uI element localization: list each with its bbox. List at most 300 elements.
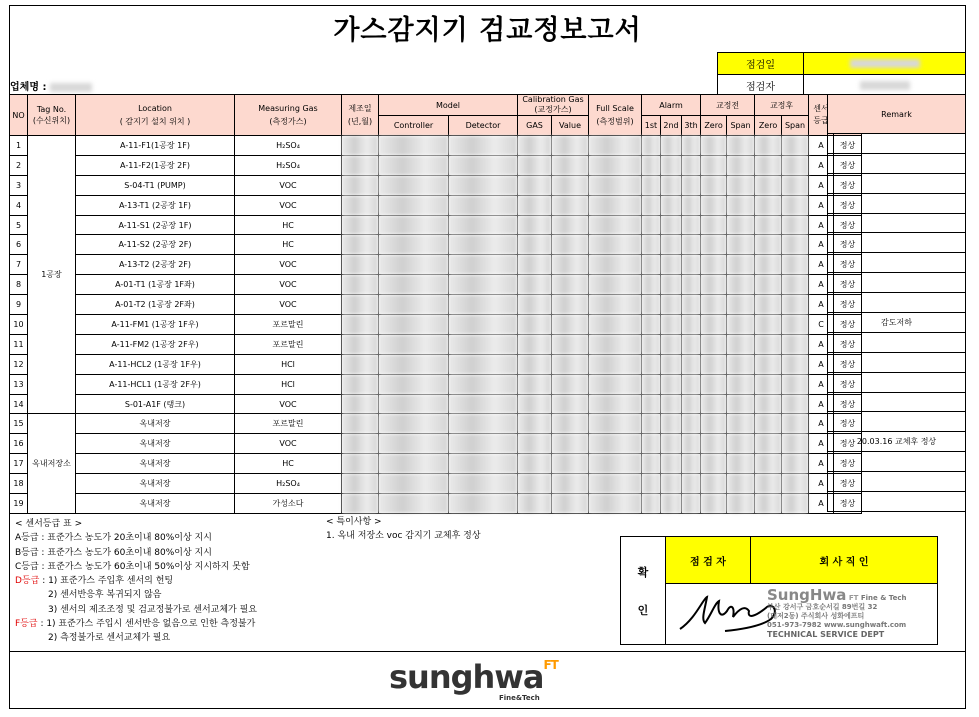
row-judge: 정상 <box>834 136 862 156</box>
row-judge: 정상 <box>834 175 862 195</box>
redacted-cell <box>727 414 755 434</box>
redacted-cell <box>342 354 379 374</box>
redacted-cell <box>782 195 809 215</box>
redacted-cell <box>755 155 782 175</box>
redacted-cell <box>449 315 518 335</box>
redacted-cell <box>782 215 809 235</box>
redacted-cell <box>755 255 782 275</box>
remark-row <box>828 213 966 233</box>
row-grade: A <box>809 195 834 215</box>
redacted-cell <box>682 136 701 156</box>
redacted-cell <box>727 195 755 215</box>
tag-group: 1공장 <box>28 136 76 414</box>
redacted-cell <box>589 195 642 215</box>
redacted-cell <box>518 295 552 315</box>
redacted-cell <box>642 195 661 215</box>
redacted-cell <box>701 195 727 215</box>
redacted-cell <box>642 315 661 335</box>
redacted-cell <box>589 295 642 315</box>
redacted-cell <box>552 474 589 494</box>
row-remark: 감도저하 <box>828 313 966 333</box>
remark-row <box>828 452 966 472</box>
redacted-cell <box>449 275 518 295</box>
redacted-cell <box>661 315 682 335</box>
table-row <box>10 255 862 275</box>
redacted-cell <box>342 275 379 295</box>
row-grade: A <box>809 394 834 414</box>
redacted-cell <box>727 155 755 175</box>
legend-grade-d3: 3) 센서의 제조조정 및 검교정불가로 센서교체가 필요 <box>48 604 257 615</box>
redacted-cell <box>449 255 518 275</box>
redacted-cell <box>682 315 701 335</box>
row-location: A-01-T2 (1공장 2F좌) <box>76 295 235 315</box>
redacted-cell <box>701 136 727 156</box>
row-no: 12 <box>10 354 28 374</box>
redacted-cell <box>755 215 782 235</box>
redacted-cell <box>379 354 449 374</box>
header-after: 교정후 <box>755 95 809 116</box>
row-grade: A <box>809 474 834 494</box>
special-notes <box>326 515 481 543</box>
header-before: 교정전 <box>701 95 755 116</box>
row-gas: 포르말린 <box>235 315 342 335</box>
remark-row <box>828 313 966 333</box>
company-seal-header: 회 사 직 인 <box>751 537 938 584</box>
redacted-cell <box>727 374 755 394</box>
legend-grade-b: B등급 : 표준가스 농도가 60초이내 80%이상 지시 <box>15 547 212 558</box>
redacted-cell <box>449 334 518 354</box>
redacted-cell <box>782 434 809 454</box>
redacted-cell <box>589 175 642 195</box>
redacted-cell <box>552 155 589 175</box>
table-row <box>10 414 862 434</box>
redacted-cell <box>379 175 449 195</box>
redacted-cell <box>755 494 782 514</box>
redacted-cell <box>342 434 379 454</box>
redacted-cell <box>518 195 552 215</box>
redacted-cell <box>682 235 701 255</box>
table-row <box>10 235 862 255</box>
row-location: A-11-HCL1 (1공장 2F우) <box>76 374 235 394</box>
redacted-cell <box>589 315 642 335</box>
row-gas: H₂SO₄ <box>235 155 342 175</box>
table-row <box>10 215 862 235</box>
redacted-cell <box>782 275 809 295</box>
table-row <box>10 175 862 195</box>
redacted-cell <box>727 136 755 156</box>
company-label: 업체명 : <box>10 82 47 93</box>
redacted-cell <box>727 494 755 514</box>
redacted-cell <box>589 374 642 394</box>
redacted-cell <box>552 494 589 514</box>
notes-line-1: 1. 옥내 저장소 voc 감지기 교체후 정상 <box>326 531 481 541</box>
redacted-cell <box>642 414 661 434</box>
redacted-cell <box>449 354 518 374</box>
row-location: A-13-T1 (2공장 1F) <box>76 195 235 215</box>
row-judge: 정상 <box>834 315 862 335</box>
redacted-cell <box>727 215 755 235</box>
header-before-zero: Zero <box>701 116 727 136</box>
legend-title: < 센서등급 표 > <box>15 519 83 529</box>
redacted-cell <box>449 235 518 255</box>
remark-row <box>828 412 966 432</box>
row-judge: 정상 <box>834 155 862 175</box>
redacted-cell <box>782 235 809 255</box>
redacted-cell <box>342 454 379 474</box>
row-grade: A <box>809 295 834 315</box>
redacted-cell <box>552 215 589 235</box>
redacted-cell <box>661 494 682 514</box>
row-gas: H₂SO₄ <box>235 136 342 156</box>
row-no: 7 <box>10 255 28 275</box>
redacted-cell <box>755 334 782 354</box>
header-alarm-3th: 3th <box>682 116 701 136</box>
remark-row <box>828 352 966 372</box>
row-judge: 정상 <box>834 414 862 434</box>
header-model: Model <box>379 95 518 116</box>
row-gas: VOC <box>235 434 342 454</box>
row-gas: 포르말린 <box>235 334 342 354</box>
header-before-span: Span <box>727 116 755 136</box>
redacted-cell <box>782 255 809 275</box>
redacted-cell <box>518 374 552 394</box>
redacted-cell <box>701 474 727 494</box>
row-location: A-11-FM2 (1공장 2F우) <box>76 334 235 354</box>
header-alarm: Alarm <box>642 95 701 116</box>
redacted-cell <box>589 275 642 295</box>
row-location: A-11-FM1 (1공장 1F우) <box>76 315 235 335</box>
redacted-cell <box>701 394 727 414</box>
row-gas: VOC <box>235 195 342 215</box>
redacted-cell <box>642 275 661 295</box>
table-row <box>10 434 862 454</box>
redacted-cell <box>449 434 518 454</box>
redacted-cell <box>552 295 589 315</box>
redacted-cell <box>518 454 552 474</box>
redacted-cell <box>518 414 552 434</box>
redacted-cell <box>755 394 782 414</box>
remark-row <box>828 233 966 253</box>
header-no: NO <box>10 95 28 136</box>
company-name-line <box>10 78 92 93</box>
redacted-cell <box>682 434 701 454</box>
redacted-cell <box>661 434 682 454</box>
redacted-cell <box>589 334 642 354</box>
redacted-cell <box>449 215 518 235</box>
redacted-cell <box>342 414 379 434</box>
table-row <box>10 474 862 494</box>
redacted-cell <box>449 494 518 514</box>
company-stamp: SungHwa FT Fine & Tech 부산 강서구 금호순서길 89번길 32 (대저2동) 주식회사 성화에프티 051-973-7982 www.sunghwaft.com TECHNICAL SERVICE DEPT <box>767 586 907 639</box>
row-judge: 정상 <box>834 275 862 295</box>
row-remark <box>828 412 966 432</box>
redacted-cell <box>379 295 449 315</box>
redacted-cell <box>379 334 449 354</box>
row-location: 옥내저장 <box>76 494 235 514</box>
redacted-cell <box>518 394 552 414</box>
row-gas: HC <box>235 215 342 235</box>
redacted-cell <box>682 354 701 374</box>
header-calib-gas: GAS <box>518 116 552 136</box>
row-judge: 정상 <box>834 195 862 215</box>
remark-row <box>828 332 966 352</box>
legend-grade-a: A등급 : 표준가스 농도가 20초이내 80%이상 지시 <box>15 533 212 544</box>
redacted-cell <box>589 155 642 175</box>
redacted-cell <box>342 315 379 335</box>
redacted-cell <box>589 434 642 454</box>
row-location: A-01-T1 (1공장 1F좌) <box>76 275 235 295</box>
redacted-cell <box>661 394 682 414</box>
redacted-cell <box>518 136 552 156</box>
redacted-cell <box>727 394 755 414</box>
redacted-cell <box>342 334 379 354</box>
redacted-cell <box>727 255 755 275</box>
row-remark <box>828 452 966 472</box>
redacted-cell <box>518 474 552 494</box>
row-location: 옥내저장 <box>76 434 235 454</box>
redacted-cell <box>661 195 682 215</box>
row-gas: VOC <box>235 255 342 275</box>
redacted-cell <box>589 215 642 235</box>
redacted-cell <box>589 255 642 275</box>
redacted-cell <box>342 136 379 156</box>
inspection-info <box>717 52 966 97</box>
redacted-cell <box>755 315 782 335</box>
redacted-cell <box>449 474 518 494</box>
redacted-cell <box>552 195 589 215</box>
row-no: 9 <box>10 295 28 315</box>
redacted-cell <box>727 295 755 315</box>
redacted-cell <box>342 494 379 514</box>
remark-row <box>828 293 966 313</box>
redacted-cell <box>661 454 682 474</box>
remark-row <box>828 193 966 213</box>
redacted-cell <box>342 235 379 255</box>
footer-divider <box>9 651 966 652</box>
inspection-date-value <box>804 53 966 75</box>
row-grade: A <box>809 494 834 514</box>
confirm-label: 확 인 <box>621 537 666 645</box>
row-grade: A <box>809 434 834 454</box>
redacted-cell <box>518 215 552 235</box>
remark-row <box>828 492 966 512</box>
row-judge: 정상 <box>834 374 862 394</box>
redacted-cell <box>682 175 701 195</box>
redacted-cell <box>552 275 589 295</box>
row-location: S-01-A1F (탱크) <box>76 394 235 414</box>
report-title: 가스감지기 검교정보고서 <box>333 15 642 46</box>
legend-grade-f2: 2) 측정불가로 센서교체가 필요 <box>48 633 171 644</box>
row-remark <box>828 392 966 412</box>
header-after-zero: Zero <box>755 116 782 136</box>
row-location: A-11-HCL2 (1공장 1F우) <box>76 354 235 374</box>
redacted-cell <box>727 235 755 255</box>
remark-row <box>828 372 966 392</box>
redacted-cell <box>642 215 661 235</box>
row-location: 옥내저장 <box>76 474 235 494</box>
redacted-cell <box>661 255 682 275</box>
redacted-cell <box>727 334 755 354</box>
redacted-cell <box>552 434 589 454</box>
redacted-cell <box>682 374 701 394</box>
redacted-cell <box>755 275 782 295</box>
table-row <box>10 195 862 215</box>
header-tag: Tag No. (수신위치) <box>28 95 76 136</box>
redacted-cell <box>682 494 701 514</box>
table-row <box>10 374 862 394</box>
redacted-cell <box>682 155 701 175</box>
row-grade: A <box>809 354 834 374</box>
redacted-cell <box>642 354 661 374</box>
header-alarm-2nd: 2nd <box>661 116 682 136</box>
redacted-cell <box>701 354 727 374</box>
row-remark <box>828 213 966 233</box>
redacted-cell <box>552 334 589 354</box>
redacted-cell <box>379 494 449 514</box>
row-no: 17 <box>10 454 28 474</box>
row-judge: 정상 <box>834 434 862 454</box>
redacted-cell <box>642 175 661 195</box>
confirmation-box <box>620 536 938 645</box>
redacted-cell <box>782 136 809 156</box>
header-alarm-1st: 1st <box>642 116 661 136</box>
redacted-cell <box>552 394 589 414</box>
redacted-cell <box>661 334 682 354</box>
row-remark <box>828 472 966 492</box>
inspector-label: 점검자 <box>718 75 804 97</box>
redacted-cell <box>589 235 642 255</box>
redacted-cell <box>755 374 782 394</box>
redacted-cell <box>701 275 727 295</box>
row-grade: A <box>809 275 834 295</box>
redacted-cell <box>379 195 449 215</box>
redacted-cell <box>449 295 518 315</box>
row-location: A-11-S1 (2공장 1F) <box>76 215 235 235</box>
redacted-cell <box>449 414 518 434</box>
redacted-cell <box>755 414 782 434</box>
redacted-cell <box>782 454 809 474</box>
row-gas: HC <box>235 235 342 255</box>
redacted-cell <box>552 315 589 335</box>
sensor-table <box>9 94 862 514</box>
redacted-cell <box>518 494 552 514</box>
header-location: Location ( 감지기 설치 위치 ) <box>76 95 235 136</box>
redacted-cell <box>701 215 727 235</box>
company-name-redacted <box>50 83 92 92</box>
redacted-cell <box>379 255 449 275</box>
redacted-cell <box>518 434 552 454</box>
redacted-cell <box>552 136 589 156</box>
redacted-cell <box>449 136 518 156</box>
redacted-cell <box>701 155 727 175</box>
row-location: A-13-T2 (2공장 2F) <box>76 255 235 275</box>
redacted-cell <box>589 454 642 474</box>
row-remark <box>828 332 966 352</box>
redacted-cell <box>642 155 661 175</box>
redacted-cell <box>589 354 642 374</box>
redacted-cell <box>449 454 518 474</box>
remark-row <box>828 253 966 273</box>
row-grade: A <box>809 454 834 474</box>
redacted-cell <box>552 454 589 474</box>
redacted-cell <box>342 195 379 215</box>
row-grade: A <box>809 136 834 156</box>
redacted-cell <box>642 394 661 414</box>
redacted-cell <box>701 295 727 315</box>
row-location: 옥내저장 <box>76 454 235 474</box>
row-remark <box>828 293 966 313</box>
redacted-cell <box>701 255 727 275</box>
row-no: 18 <box>10 474 28 494</box>
row-grade: A <box>809 235 834 255</box>
redacted-cell <box>342 215 379 235</box>
sensor-grade-legend <box>15 517 257 646</box>
row-judge: 정상 <box>834 255 862 275</box>
row-gas: 가성소다 <box>235 494 342 514</box>
redacted-cell <box>379 215 449 235</box>
redacted-cell <box>552 235 589 255</box>
row-remark <box>828 372 966 392</box>
redacted-cell <box>342 295 379 315</box>
row-location: A-11-F2(1공장 2F) <box>76 155 235 175</box>
redacted-cell <box>661 136 682 156</box>
redacted-cell <box>342 374 379 394</box>
remark-row <box>828 472 966 492</box>
redacted-cell <box>642 334 661 354</box>
row-remark <box>828 352 966 372</box>
table-row <box>10 315 862 335</box>
remark-row <box>828 273 966 293</box>
redacted-cell <box>518 155 552 175</box>
header-judge: 판정 <box>834 95 862 136</box>
header-calibration: Calibration Gas (교정가스) <box>518 95 589 116</box>
row-remark <box>828 253 966 273</box>
redacted-cell <box>701 414 727 434</box>
redacted-cell <box>682 275 701 295</box>
row-remark <box>828 273 966 293</box>
redacted-cell <box>701 334 727 354</box>
row-no: 19 <box>10 494 28 514</box>
redacted-cell <box>449 175 518 195</box>
redacted-cell <box>661 295 682 315</box>
redacted-cell <box>782 374 809 394</box>
redacted-cell <box>449 394 518 414</box>
redacted-cell <box>661 155 682 175</box>
redacted-cell <box>589 494 642 514</box>
redacted-cell <box>661 215 682 235</box>
redacted-cell <box>518 235 552 255</box>
redacted-cell <box>755 195 782 215</box>
redacted-cell <box>727 175 755 195</box>
redacted-cell <box>701 235 727 255</box>
row-grade: C <box>809 315 834 335</box>
redacted-cell <box>682 195 701 215</box>
table-row <box>10 155 862 175</box>
header-after-span: Span <box>782 116 809 136</box>
redacted-cell <box>518 175 552 195</box>
header-detector: Detector <box>449 116 518 136</box>
redacted-cell <box>782 414 809 434</box>
row-gas: 포르말린 <box>235 414 342 434</box>
redacted-cell <box>755 474 782 494</box>
row-judge: 정상 <box>834 394 862 414</box>
redacted-cell <box>782 474 809 494</box>
row-remark <box>828 193 966 213</box>
header-mfg: 제조일 (년,월) <box>342 95 379 136</box>
row-judge: 정상 <box>834 295 862 315</box>
remark-row <box>828 432 966 452</box>
redacted-cell <box>518 354 552 374</box>
